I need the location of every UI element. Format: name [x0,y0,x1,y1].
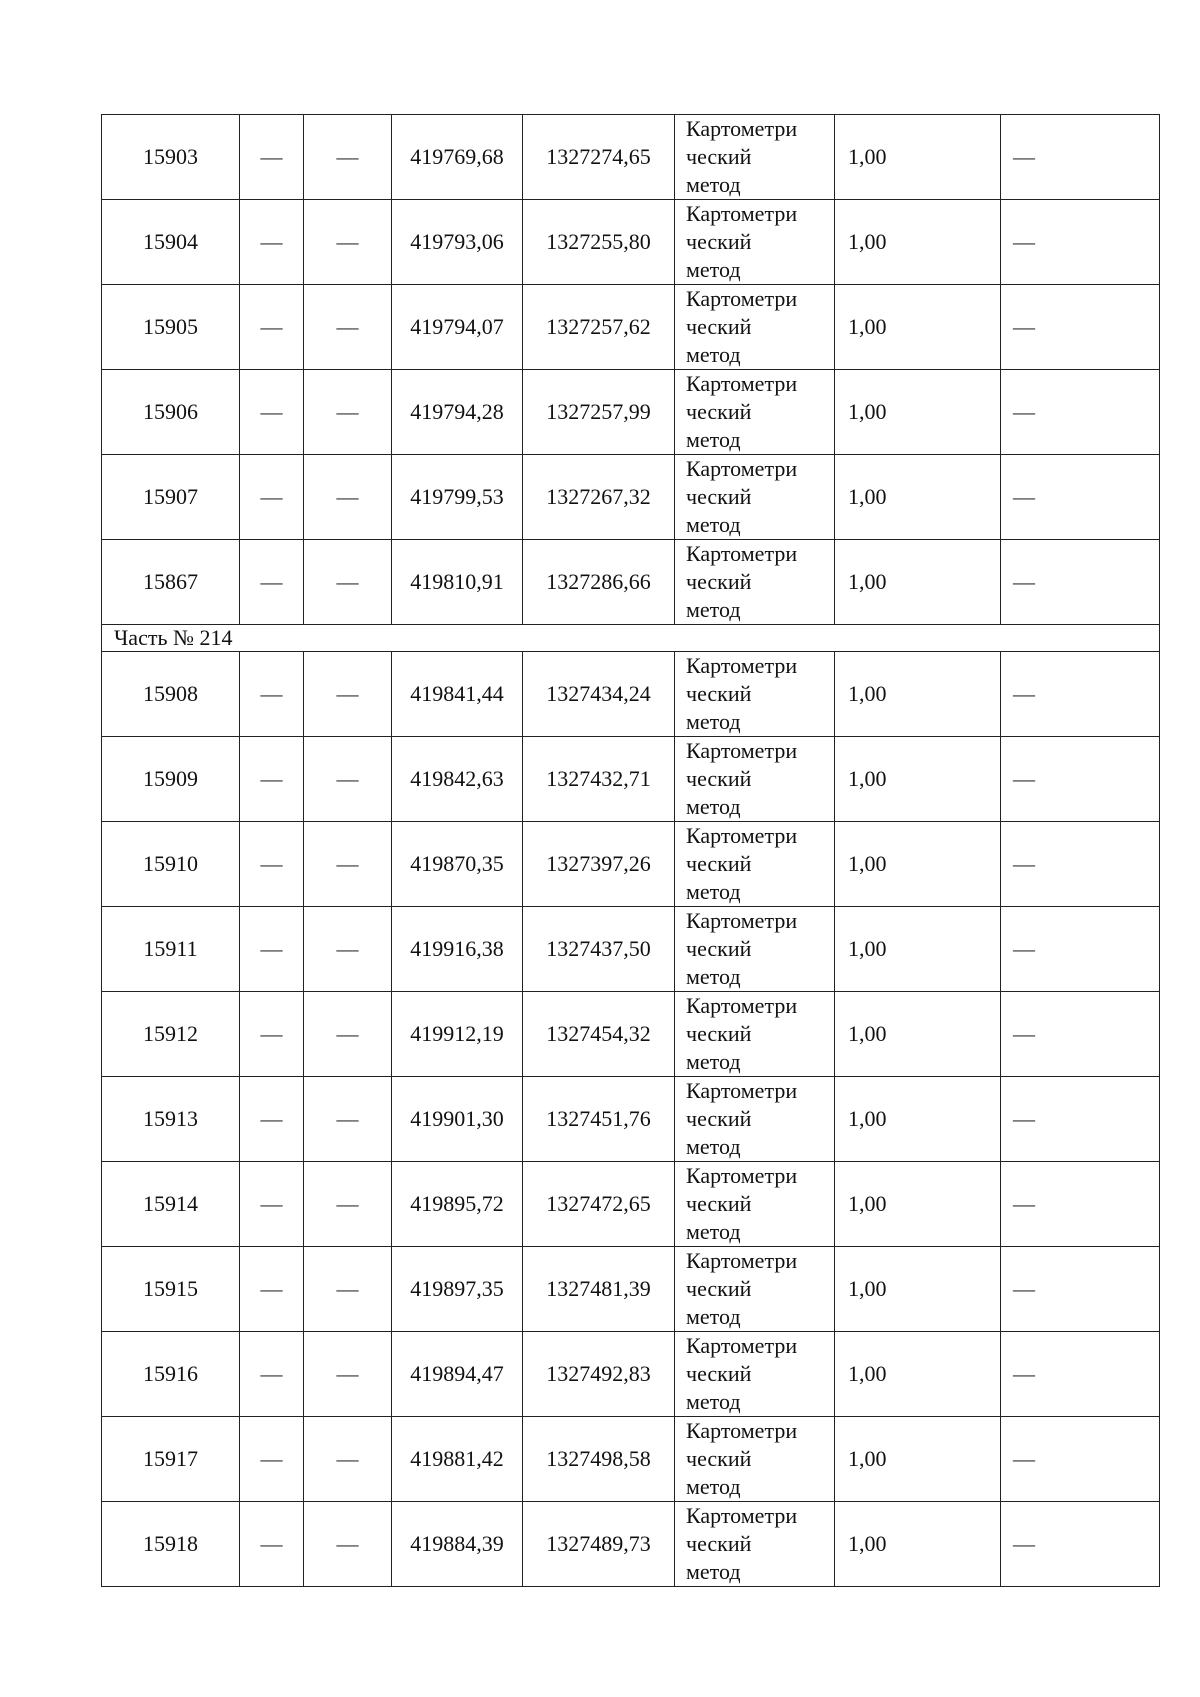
point-number-cell: 15909 [102,737,240,822]
empty-cell: — [240,370,304,455]
empty-cell: — [1001,907,1160,992]
method-text-line: метод [686,964,741,989]
table-row [102,1417,1160,1502]
x-coordinate-cell: 419769,68 [392,115,523,200]
method-text-line: Картометри [686,541,798,566]
empty-cell: — [304,200,392,285]
empty-cell: — [240,1502,304,1587]
empty-cell: — [304,1332,392,1417]
precision-cell: 1,00 [835,1162,1001,1247]
table-row [102,370,1160,455]
empty-cell: — [304,907,392,992]
point-number-cell: 15910 [102,822,240,907]
method-text-line: метод [686,257,741,282]
y-coordinate-cell: 1327437,50 [523,907,675,992]
method-text-line: Картометри [686,1333,798,1358]
point-number-cell: 15867 [102,540,240,625]
method-text-line: ческий [686,1021,752,1046]
table-row [102,540,1160,625]
method-text-line: метод [686,1474,741,1499]
point-number-cell: 15908 [102,652,240,737]
method-cell [675,907,835,992]
method-text-line: ческий [686,1531,752,1556]
empty-cell: — [1001,1417,1160,1502]
method-text-line: метод [686,1134,741,1159]
method-text-line: ческий [686,484,752,509]
table-row [102,907,1160,992]
method-text-line: Картометри [686,823,798,848]
y-coordinate-cell: 1327434,24 [523,652,675,737]
x-coordinate-cell: 419794,07 [392,285,523,370]
point-number-cell: 15914 [102,1162,240,1247]
x-coordinate-cell: 419901,30 [392,1077,523,1162]
x-coordinate-cell: 419841,44 [392,652,523,737]
method-cell [675,1162,835,1247]
table-row [102,1162,1160,1247]
method-cell [675,822,835,907]
empty-cell: — [1001,1162,1160,1247]
method-text-line: метод [686,342,741,367]
method-cell [675,285,835,370]
method-text-line: метод [686,709,741,734]
y-coordinate-cell: 1327255,80 [523,200,675,285]
empty-cell: — [1001,1077,1160,1162]
method-text-line: ческий [686,766,752,791]
empty-cell: — [240,907,304,992]
method-cell [675,1077,835,1162]
table-row [102,455,1160,540]
point-number-cell: 15917 [102,1417,240,1502]
empty-cell: — [304,1162,392,1247]
y-coordinate-cell: 1327451,76 [523,1077,675,1162]
empty-cell: — [240,455,304,540]
precision-cell: 1,00 [835,115,1001,200]
point-number-cell: 15918 [102,1502,240,1587]
method-text-line: ческий [686,1106,752,1131]
method-text-line: метод [686,1219,741,1244]
method-cell [675,737,835,822]
method-text-line: Картометри [686,286,798,311]
point-number-cell: 15913 [102,1077,240,1162]
method-text-line: ческий [686,314,752,339]
y-coordinate-cell: 1327481,39 [523,1247,675,1332]
precision-cell: 1,00 [835,1502,1001,1587]
method-text-line: метод [686,1559,741,1584]
method-text-line: Картометри [686,201,798,226]
x-coordinate-cell: 419897,35 [392,1247,523,1332]
point-number-cell: 15905 [102,285,240,370]
precision-cell: 1,00 [835,540,1001,625]
method-text-line: ческий [686,1446,752,1471]
table-row [102,992,1160,1077]
method-cell [675,455,835,540]
table-row [102,737,1160,822]
method-text-line: Картометри [686,908,798,933]
method-text-line: ческий [686,569,752,594]
part-label: Часть № 214 [102,625,1160,652]
point-number-cell: 15915 [102,1247,240,1332]
precision-cell: 1,00 [835,1332,1001,1417]
empty-cell: — [304,822,392,907]
table-row [102,652,1160,737]
x-coordinate-cell: 419916,38 [392,907,523,992]
method-text-line: метод [686,1049,741,1074]
method-text-line: ческий [686,1361,752,1386]
empty-cell: — [1001,737,1160,822]
y-coordinate-cell: 1327257,62 [523,285,675,370]
method-cell [675,992,835,1077]
precision-cell: 1,00 [835,1417,1001,1502]
method-text-line: метод [686,597,741,622]
empty-cell: — [304,992,392,1077]
method-text-line: метод [686,1389,741,1414]
precision-cell: 1,00 [835,992,1001,1077]
y-coordinate-cell: 1327274,65 [523,115,675,200]
method-text-line: Картометри [686,1163,798,1188]
method-cell [675,1247,835,1332]
method-text-line: Картометри [686,456,798,481]
method-text-line: ческий [686,229,752,254]
empty-cell: — [240,115,304,200]
method-cell [675,200,835,285]
y-coordinate-cell: 1327432,71 [523,737,675,822]
empty-cell: — [304,1417,392,1502]
empty-cell: — [240,1332,304,1417]
method-text-line: ческий [686,1191,752,1216]
point-number-cell: 15916 [102,1332,240,1417]
document-page [101,114,1159,1587]
precision-cell: 1,00 [835,455,1001,540]
empty-cell: — [1001,455,1160,540]
method-cell [675,1417,835,1502]
method-text-line: Картометри [686,738,798,763]
table-row [102,1247,1160,1332]
x-coordinate-cell: 419895,72 [392,1162,523,1247]
point-number-cell: 15912 [102,992,240,1077]
empty-cell: — [240,1417,304,1502]
point-number-cell: 15904 [102,200,240,285]
point-number-cell: 15907 [102,455,240,540]
x-coordinate-cell: 419799,53 [392,455,523,540]
table-row [102,200,1160,285]
x-coordinate-cell: 419842,63 [392,737,523,822]
x-coordinate-cell: 419793,06 [392,200,523,285]
method-text-line: метод [686,1304,741,1329]
method-text-line: метод [686,879,741,904]
empty-cell: — [1001,200,1160,285]
method-text-line: Картометри [686,371,798,396]
empty-cell: — [240,822,304,907]
empty-cell: — [304,1247,392,1332]
coordinates-table [101,114,1160,1587]
empty-cell: — [1001,1332,1160,1417]
empty-cell: — [1001,1247,1160,1332]
precision-cell: 1,00 [835,370,1001,455]
point-number-cell: 15906 [102,370,240,455]
empty-cell: — [304,1077,392,1162]
precision-cell: 1,00 [835,737,1001,822]
method-cell [675,370,835,455]
method-text-line: метод [686,172,741,197]
method-cell [675,1332,835,1417]
method-text-line: метод [686,512,741,537]
y-coordinate-cell: 1327257,99 [523,370,675,455]
x-coordinate-cell: 419794,28 [392,370,523,455]
empty-cell: — [240,540,304,625]
precision-cell: 1,00 [835,822,1001,907]
empty-cell: — [240,200,304,285]
point-number-cell: 15911 [102,907,240,992]
y-coordinate-cell: 1327489,73 [523,1502,675,1587]
y-coordinate-cell: 1327472,65 [523,1162,675,1247]
method-cell [675,652,835,737]
y-coordinate-cell: 1327454,32 [523,992,675,1077]
empty-cell: — [240,1247,304,1332]
empty-cell: — [1001,370,1160,455]
method-cell [675,540,835,625]
precision-cell: 1,00 [835,200,1001,285]
x-coordinate-cell: 419870,35 [392,822,523,907]
table-row [102,1332,1160,1417]
table-row [102,285,1160,370]
method-text-line: Картометри [686,116,798,141]
method-text-line: ческий [686,399,752,424]
method-text-line: Картометри [686,1078,798,1103]
y-coordinate-cell: 1327492,83 [523,1332,675,1417]
part-header-row [102,625,1160,652]
y-coordinate-cell: 1327286,66 [523,540,675,625]
table-row [102,1077,1160,1162]
precision-cell: 1,00 [835,652,1001,737]
method-text-line: Картометри [686,1248,798,1273]
x-coordinate-cell: 419810,91 [392,540,523,625]
y-coordinate-cell: 1327498,58 [523,1417,675,1502]
empty-cell: — [240,1162,304,1247]
method-text-line: Картометри [686,1418,798,1443]
method-text-line: Картометри [686,1503,798,1528]
table-row [102,822,1160,907]
empty-cell: — [240,992,304,1077]
precision-cell: 1,00 [835,907,1001,992]
precision-cell: 1,00 [835,1077,1001,1162]
empty-cell: — [304,115,392,200]
method-text-line: Картометри [686,653,798,678]
y-coordinate-cell: 1327267,32 [523,455,675,540]
empty-cell: — [1001,540,1160,625]
empty-cell: — [1001,115,1160,200]
method-cell [675,1502,835,1587]
precision-cell: 1,00 [835,285,1001,370]
empty-cell: — [240,285,304,370]
empty-cell: — [240,652,304,737]
method-text-line: метод [686,794,741,819]
empty-cell: — [304,540,392,625]
method-text-line: метод [686,427,741,452]
method-text-line: ческий [686,681,752,706]
empty-cell: — [240,737,304,822]
empty-cell: — [304,455,392,540]
method-text-line: ческий [686,144,752,169]
empty-cell: — [1001,992,1160,1077]
method-text-line: ческий [686,936,752,961]
empty-cell: — [1001,822,1160,907]
empty-cell: — [1001,652,1160,737]
method-text-line: ческий [686,851,752,876]
method-cell [675,115,835,200]
method-text-line: ческий [686,1276,752,1301]
precision-cell: 1,00 [835,1247,1001,1332]
x-coordinate-cell: 419894,47 [392,1332,523,1417]
empty-cell: — [304,370,392,455]
method-text-line: Картометри [686,993,798,1018]
x-coordinate-cell: 419912,19 [392,992,523,1077]
x-coordinate-cell: 419884,39 [392,1502,523,1587]
table-row [102,115,1160,200]
table-row [102,1502,1160,1587]
empty-cell: — [304,1502,392,1587]
empty-cell: — [1001,1502,1160,1587]
y-coordinate-cell: 1327397,26 [523,822,675,907]
empty-cell: — [304,737,392,822]
x-coordinate-cell: 419881,42 [392,1417,523,1502]
point-number-cell: 15903 [102,115,240,200]
empty-cell: — [240,1077,304,1162]
empty-cell: — [304,285,392,370]
empty-cell: — [304,652,392,737]
empty-cell: — [1001,285,1160,370]
table-body [102,115,1160,1587]
